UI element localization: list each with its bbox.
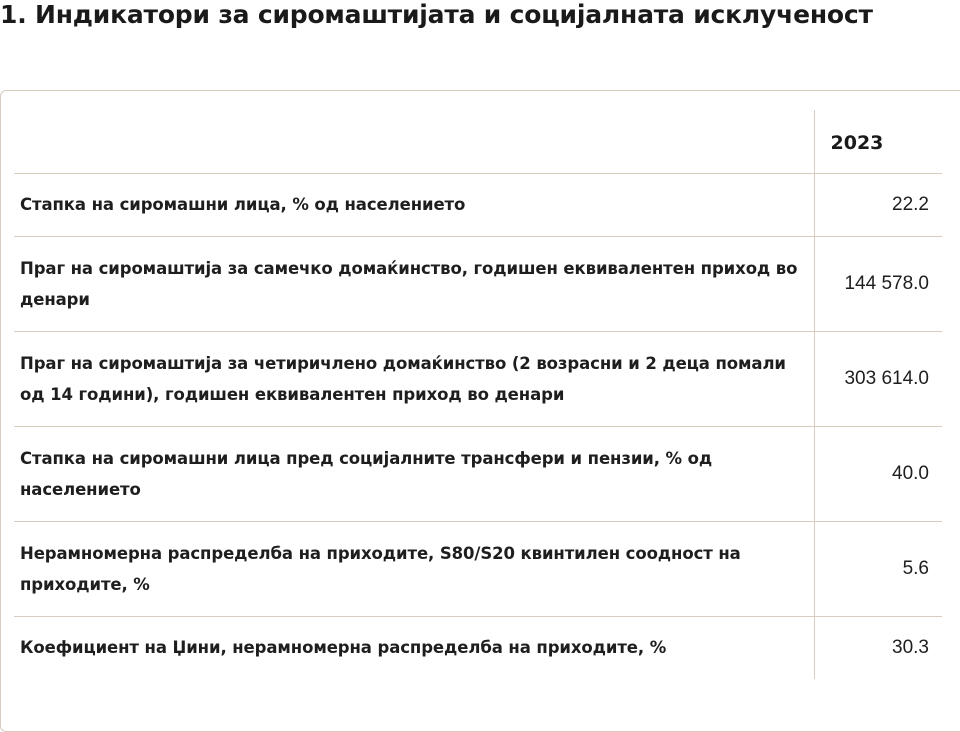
row-value-single-household-threshold: 144 578.0 [814,236,942,331]
row-value-s80-s20-ratio: 5.6 [814,521,942,616]
table-row [14,616,942,679]
row-value-gini-coefficient: 30.3 [814,616,942,679]
row-value-poverty-rate: 22.2 [814,173,942,236]
row-label-pre-transfer-rate: Стапка на сиромашни лица пред социјалните трансфери и пензии, % од населението [20,448,713,499]
table-row [14,331,942,426]
row-value-pre-transfer-rate: 40.0 [814,426,942,521]
page-title: 1. Индикатори за сиромаштијата и социјалната исклученост [0,0,873,29]
header-year-2023: 2023 [814,110,942,173]
row-value-four-member-threshold: 303 614.0 [814,331,942,426]
table-row [14,236,942,331]
table-row [14,521,942,616]
table-row [14,426,942,521]
indicators-table [14,110,942,679]
header-label-cell [14,110,814,173]
table-row [14,173,942,236]
row-label-single-household-threshold: Праг на сиромаштија за самечко домаќинство, годишен еквивалентен приход во денари [20,258,798,309]
row-label-poverty-rate: Стапка на сиромашни лица, % од населението [20,195,466,214]
row-label-four-member-threshold: Праг на сиромаштија за четиричлено домаќинство (2 возрасни и 2 деца помали од 14 години), годишен еквивалентен приход во денари [20,353,786,404]
table-header-row [14,110,942,173]
row-label-s80-s20-ratio: Нерамномерна распределба на приходите, S80/S20 квинтилен соодност на приходите, % [20,543,741,594]
row-label-gini-coefficient: Коефициент на Џини, нерамномерна распределба на приходите, % [20,638,667,658]
